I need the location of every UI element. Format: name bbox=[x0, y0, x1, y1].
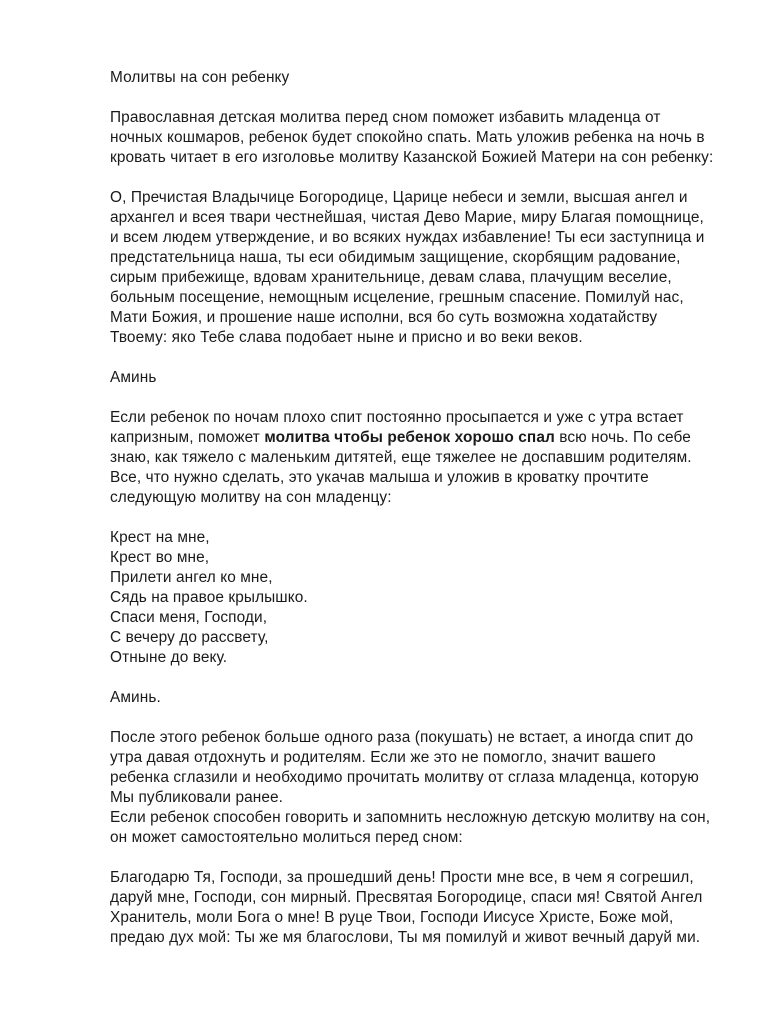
document-title: Молитвы на сон ребенку bbox=[110, 69, 290, 86]
verse-line: Прилети ангел ко мне, bbox=[110, 569, 273, 586]
paragraph-line: Мы публиковали ранее. bbox=[110, 789, 284, 806]
prayer-line: предаю дух мой: Ты же мя благослови, Ты мя помилуй и живот вечный даруй ми. bbox=[110, 929, 701, 946]
sleep-advice-paragraph bbox=[110, 408, 720, 508]
prayer-line: Хранитель, моли Бога о мне! В руце Твои, Господи Иисусе Христе, Боже мой, bbox=[110, 909, 674, 926]
paragraph-line: знаю, как тяжело с маленьким дитятей, еще тяжелее не доспавшим родителям. bbox=[110, 449, 692, 466]
intro-paragraph bbox=[110, 108, 720, 168]
amen-1-block bbox=[110, 368, 720, 388]
kazan-prayer bbox=[110, 188, 720, 348]
bold-phrase: молитва чтобы ребенок хорошо спал bbox=[264, 429, 555, 446]
paragraph-line: Если ребенок способен говорить и запомнить несложную детскую молитву на сон, bbox=[110, 809, 711, 826]
paragraph-line: кровать читает в его изголовье молитву Казанской Божией Матери на сон ребенку: bbox=[110, 149, 714, 166]
paragraph-line: ребенка сглазили и необходимо прочитать молитву от сглаза младенца, которую bbox=[110, 769, 699, 786]
paragraph-line-with-bold bbox=[110, 428, 720, 448]
prayer-line: больным посещение, немощным исцеление, грешным спасение. Помилуй нас, bbox=[110, 289, 684, 306]
evening-prayer bbox=[110, 868, 720, 948]
amen-text: Аминь. bbox=[110, 689, 161, 706]
paragraph-line: он может самостоятельно молиться перед сном: bbox=[110, 829, 463, 846]
verse-line: Отныне до веку. bbox=[110, 649, 228, 666]
verse-line: Крест во мне, bbox=[110, 549, 210, 566]
paragraph-line: Если ребенок по ночам плохо спит постоянно просыпается и уже с утра встает bbox=[110, 409, 684, 426]
prayer-line: архангел и всея твари честнейшая, чистая Дево Марие, миру Благая помощнице, bbox=[110, 209, 704, 226]
prayer-line: Мати Божия, и прошение наше исполни, вся бо суть возможна ходатайству bbox=[110, 309, 658, 326]
document-page bbox=[110, 68, 720, 968]
text-fragment: всю ночь. По себе bbox=[554, 429, 691, 446]
verse-line: Крест на мне, bbox=[110, 529, 210, 546]
paragraph-line: После этого ребенок больше одного раза (покушать) не встает, а иногда спит до bbox=[110, 729, 694, 746]
prayer-line: О, Пречистая Владычице Богородице, Царице небеси и земли, высшая ангел и bbox=[110, 189, 688, 206]
prayer-line: сирым прибежище, вдовам хранительнице, девам слава, плачущим веселие, bbox=[110, 269, 672, 286]
document-title-block bbox=[110, 68, 720, 88]
paragraph-line: ночных кошмаров, ребенок будет спокойно спать. Мать уложив ребенка на ночь в bbox=[110, 129, 705, 146]
text-fragment: капризным, поможет bbox=[110, 429, 265, 446]
paragraph-line: следующую молитву на сон младенцу: bbox=[110, 489, 392, 506]
verse-line: Сядь на правое крылышко. bbox=[110, 589, 308, 606]
children-verse bbox=[110, 528, 720, 668]
paragraph-line: утра давая отдохнуть и родителям. Если же это не помогло, значит вашего bbox=[110, 749, 656, 766]
paragraph-line: Православная детская молитва перед сном поможет избавить младенца от bbox=[110, 109, 661, 126]
prayer-line: Благодарю Тя, Господи, за прошедший день! Прости мне все, в чем я согрешил, bbox=[110, 869, 694, 886]
amen-2-block bbox=[110, 688, 720, 708]
prayer-line: и всем людем утверждение, и во всяких нуждах избавление! Ты еси заступница и bbox=[110, 229, 705, 246]
amen-text: Аминь bbox=[110, 369, 157, 386]
prayer-line: предстательница наша, ты еси обидимым защищение, скорбящим радование, bbox=[110, 249, 681, 266]
paragraph-line: Все, что нужно сделать, это укачав малыша и уложив в кроватку прочтите bbox=[110, 469, 649, 486]
prayer-line: даруй мне, Господи, сон мирный. Пресвятая Богородице, спаси мя! Святой Ангел bbox=[110, 889, 703, 906]
verse-line: Спаси меня, Господи, bbox=[110, 609, 268, 626]
after-prayer-paragraph bbox=[110, 728, 720, 848]
prayer-line: Твоему: яко Тебе слава подобает ныне и присно и во веки веков. bbox=[110, 329, 583, 346]
verse-line: С вечеру до рассвету, bbox=[110, 629, 269, 646]
